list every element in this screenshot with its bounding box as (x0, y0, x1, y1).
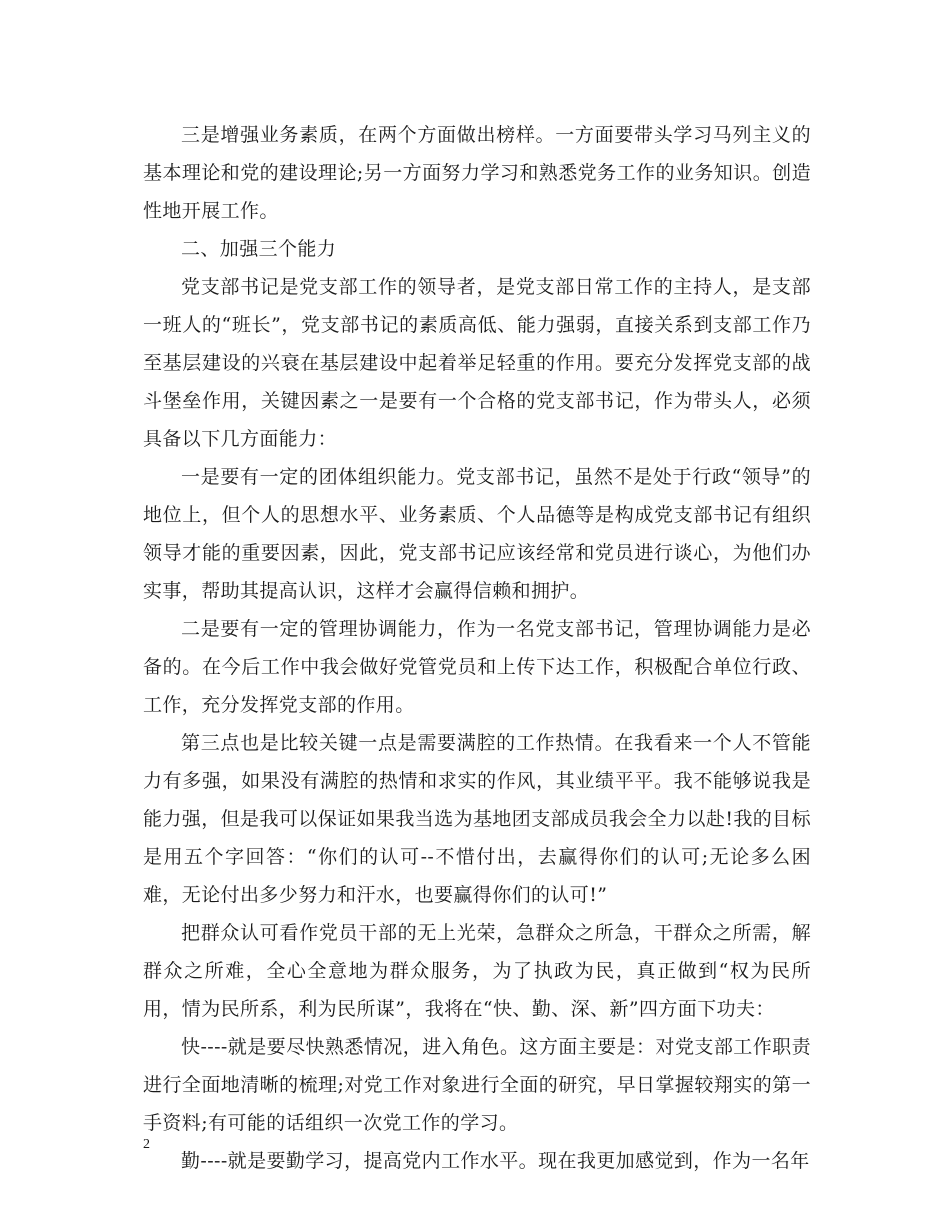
paragraph-fast: 快----就是要尽快熟悉情况，进入角色。这方面主要是：对党支部工作职责进行全面地清晰的梳理;对党工作对象进行全面的研究，早日掌握较翔实的第一手资料;有可能的话组织一次党工作的学习。 (143, 1036, 811, 1134)
paragraph-branch-secretary-role: 党支部书记是党支部工作的领导者，是党支部日常工作的主持人，是支部一班人的“班长”，党支部书记的素质高低、能力强弱，直接关系到支部工作乃至基层建设的兴衰在基层建设中起着举足轻重的作用。要充分发挥党支部的战斗堡垒作用，关键因素之一是要有一个合格的党支部书记，作为带头人，必须具备以下几方面能力： (143, 276, 811, 450)
section-heading-three-abilities: 二、加强三个能力 (181, 238, 337, 260)
document-body (143, 116, 811, 1180)
page-number: 2 (143, 1137, 150, 1152)
paragraph-organization-ability: 一是要有一定的团体组织能力。党支部书记，虽然不是处于行政“领导”的地位上，但个人的思想水平、业务素质、个人品德等是构成党支部书记有组织领导才能的重要因素，因此，党支部书记应该经常和党员进行谈心，为他们办实事，帮助其提高认识，这样才会赢得信赖和拥护。 (143, 466, 811, 602)
paragraph-diligent: 勤----就是要勤学习，提高党内工作水平。现在我更加感觉到，作为一名年 (181, 1150, 810, 1172)
paragraph-business-quality: 三是增强业务素质，在两个方面做出榜样。一方面要带头学习马列主义的基本理论和党的建设理论;另一方面努力学习和熟悉党务工作的业务知识。创造性地开展工作。 (143, 124, 811, 222)
paragraph-serve-the-masses: 把群众认可看作党员干部的无上光荣，急群众之所急，干群众之所需，解群众之所难，全心全意地为群众服务，为了执政为民，真正做到“权为民所用，情为民所系，利为民所谋”，我将在“快、勤、深、新”四方面下功夫： (143, 922, 811, 1020)
paragraph-work-enthusiasm: 第三点也是比较关键一点是需要满腔的工作热情。在我看来一个人不管能力有多强，如果没有满腔的热情和求实的作风，其业绩平平。我不能够说我是能力强，但是我可以保证如果我当选为基地团支部成员我会全力以赴!我的目标是用五个字回答：“你们的认可--不惜付出，去赢得你们的认可;无论多么困难，无论付出多少努力和汗水，也要赢得你们的认可!” (143, 732, 811, 906)
paragraph-coordination-ability: 二是要有一定的管理协调能力，作为一名党支部书记，管理协调能力是必备的。在今后工作中我会做好党管党员和上传下达工作，积极配合单位行政、工作，充分发挥党支部的作用。 (143, 618, 811, 716)
